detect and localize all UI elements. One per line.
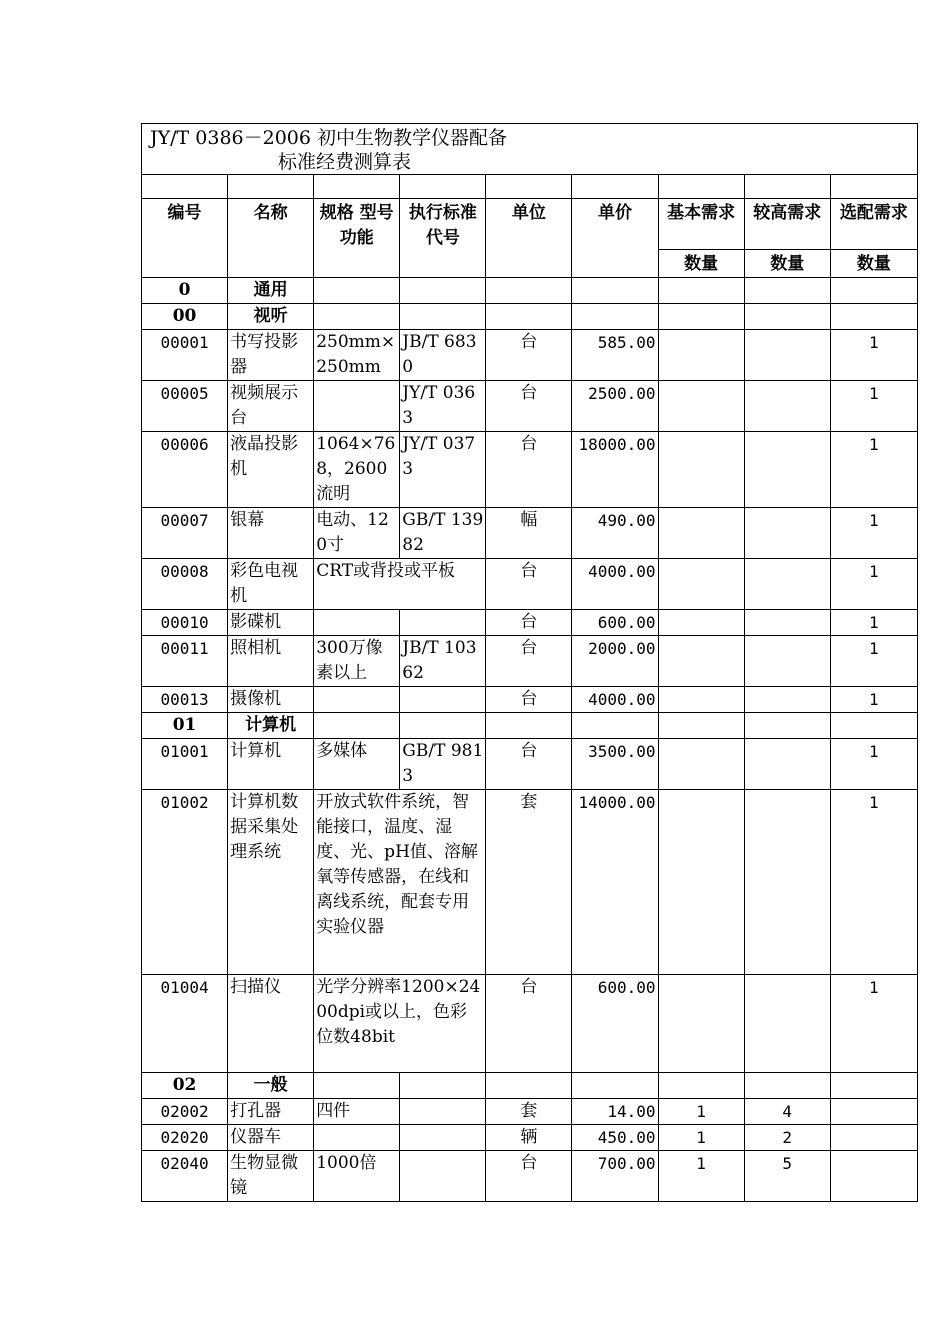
cell-unit: 幅 (486, 508, 572, 559)
section-row (142, 713, 918, 739)
empty-cell (658, 278, 744, 304)
cell-higher-qty: 2 (744, 1125, 830, 1151)
cell-spec (314, 1125, 400, 1151)
cell-name: 生物显微镜 (228, 1151, 314, 1202)
cell-higher-qty (744, 790, 830, 975)
header-basic: 基本需求 (658, 199, 744, 250)
cell-standard: GB/T 13982 (400, 508, 486, 559)
section-row (142, 278, 918, 304)
cell-spec: 开放式软件系统，智能接口，温度、湿度、光、pH值、溶解氧等传感器，在线和离线系统，配套专用实验仪器 (314, 790, 486, 975)
table-title (142, 124, 918, 175)
cell-basic-qty (658, 330, 744, 381)
cell-code: 01004 (142, 975, 228, 1073)
cell-unit: 台 (486, 610, 572, 636)
empty-cell (830, 278, 917, 304)
empty-cell (314, 713, 400, 739)
cell-unit: 台 (486, 559, 572, 610)
section-name: 一般 (228, 1073, 314, 1099)
table-row (142, 636, 918, 687)
cell-name: 影碟机 (228, 610, 314, 636)
cell-name: 仪器车 (228, 1125, 314, 1151)
cell-unit: 套 (486, 790, 572, 975)
cell-basic-qty: 1 (658, 1151, 744, 1202)
cell-unit: 辆 (486, 1125, 572, 1151)
cell-standard: JY/T 0373 (400, 432, 486, 508)
cell-unit: 台 (486, 975, 572, 1073)
cell-spec: 多媒体 (314, 739, 400, 790)
cell-code: 01001 (142, 739, 228, 790)
header-qty-optional: 数量 (830, 250, 917, 278)
cell-standard (400, 1151, 486, 1202)
cell-higher-qty (744, 508, 830, 559)
section-row (142, 1073, 918, 1099)
cell-higher-qty (744, 975, 830, 1073)
table-row (142, 739, 918, 790)
section-name: 视听 (228, 304, 314, 330)
cell-standard (400, 610, 486, 636)
cell-unit: 台 (486, 687, 572, 713)
cell-basic-qty: 1 (658, 1125, 744, 1151)
cell-unit: 台 (486, 636, 572, 687)
section-code: 0 (142, 278, 228, 304)
empty-cell (658, 1073, 744, 1099)
cell-optional-qty: 1 (830, 508, 917, 559)
cell-unit: 台 (486, 432, 572, 508)
empty-cell (314, 1073, 400, 1099)
cell-price: 14000.00 (572, 790, 658, 975)
cell-higher-qty (744, 739, 830, 790)
cell-spec (314, 610, 400, 636)
empty-cell (400, 304, 486, 330)
empty-cell (486, 1073, 572, 1099)
empty-cell (400, 278, 486, 304)
cell-optional-qty: 1 (830, 687, 917, 713)
section-code: 01 (142, 713, 228, 739)
cell-spec: 电动、120寸 (314, 508, 400, 559)
cell-higher-qty (744, 432, 830, 508)
cell-code: 00011 (142, 636, 228, 687)
cell-higher-qty: 5 (744, 1151, 830, 1202)
cell-optional-qty: 1 (830, 330, 917, 381)
cell-optional-qty: 1 (830, 559, 917, 610)
cell-code: 02002 (142, 1099, 228, 1125)
empty-cell (830, 713, 917, 739)
cell-optional-qty (830, 1125, 917, 1151)
cell-code: 00010 (142, 610, 228, 636)
table-row (142, 1151, 918, 1202)
cell-basic-qty (658, 610, 744, 636)
cell-name: 银幕 (228, 508, 314, 559)
cell-spec: 1064×768，2600流明 (314, 432, 400, 508)
cell-higher-qty (744, 636, 830, 687)
cell-name: 液晶投影机 (228, 432, 314, 508)
cell-unit: 台 (486, 739, 572, 790)
cell-price: 585.00 (572, 330, 658, 381)
cell-optional-qty (830, 1099, 917, 1125)
cell-basic-qty (658, 739, 744, 790)
cell-optional-qty (830, 1151, 917, 1202)
header-qty-higher: 数量 (744, 250, 830, 278)
empty-cell (744, 1073, 830, 1099)
empty-cell (572, 304, 658, 330)
cell-name: 彩色电视机 (228, 559, 314, 610)
cell-basic-qty (658, 687, 744, 713)
cell-code: 02040 (142, 1151, 228, 1202)
section-row (142, 304, 918, 330)
cell-optional-qty: 1 (830, 636, 917, 687)
cell-name: 书写投影器 (228, 330, 314, 381)
table-row (142, 330, 918, 381)
cell-unit: 套 (486, 1099, 572, 1125)
cell-higher-qty (744, 610, 830, 636)
cell-standard: JY/T 0363 (400, 381, 486, 432)
cell-standard: JB/T 10362 (400, 636, 486, 687)
cell-price: 450.00 (572, 1125, 658, 1151)
cell-code: 01002 (142, 790, 228, 975)
empty-cell (830, 1073, 917, 1099)
cell-price: 4000.00 (572, 687, 658, 713)
cell-unit: 台 (486, 1151, 572, 1202)
cell-code: 00005 (142, 381, 228, 432)
section-name: 通用 (228, 278, 314, 304)
cell-price: 600.00 (572, 610, 658, 636)
cell-name: 照相机 (228, 636, 314, 687)
budget-table (141, 123, 918, 1202)
cell-spec: 四件 (314, 1099, 400, 1125)
cell-name: 打孔器 (228, 1099, 314, 1125)
cell-code: 00006 (142, 432, 228, 508)
cell-price: 600.00 (572, 975, 658, 1073)
empty-cell (486, 278, 572, 304)
empty-cell (744, 304, 830, 330)
table-row (142, 610, 918, 636)
table-row (142, 559, 918, 610)
cell-price: 3500.00 (572, 739, 658, 790)
cell-spec: 光学分辨率1200×2400dpi或以上，色彩位数48bit (314, 975, 486, 1073)
empty-cell (572, 278, 658, 304)
header-qty-basic: 数量 (658, 250, 744, 278)
section-name: 计算机 (228, 713, 314, 739)
cell-basic-qty (658, 508, 744, 559)
empty-cell (314, 278, 400, 304)
cell-price: 14.00 (572, 1099, 658, 1125)
cell-unit: 台 (486, 330, 572, 381)
cell-basic-qty: 1 (658, 1099, 744, 1125)
table-row (142, 790, 918, 975)
cell-higher-qty (744, 687, 830, 713)
cell-higher-qty (744, 381, 830, 432)
empty-cell (400, 713, 486, 739)
cell-name: 摄像机 (228, 687, 314, 713)
header-optional: 选配需求 (830, 199, 917, 250)
title-line-1: JY/T 0386－2006 初中生物教学仪器配备 (150, 127, 508, 149)
empty-cell (572, 713, 658, 739)
cell-higher-qty (744, 330, 830, 381)
cell-basic-qty (658, 559, 744, 610)
cell-optional-qty: 1 (830, 432, 917, 508)
table-row (142, 687, 918, 713)
cell-code: 00001 (142, 330, 228, 381)
empty-cell (486, 304, 572, 330)
cell-price: 2000.00 (572, 636, 658, 687)
header-code: 编号 (142, 199, 228, 278)
cell-standard (400, 1125, 486, 1151)
cell-unit: 台 (486, 381, 572, 432)
cell-basic-qty (658, 432, 744, 508)
cell-higher-qty (744, 559, 830, 610)
table-row (142, 432, 918, 508)
table-row (142, 1099, 918, 1125)
cell-standard (400, 1099, 486, 1125)
empty-cell (658, 713, 744, 739)
empty-cell (572, 1073, 658, 1099)
cell-optional-qty: 1 (830, 381, 917, 432)
cell-spec: 250mm×250mm (314, 330, 400, 381)
cell-standard: GB/T 9813 (400, 739, 486, 790)
cell-optional-qty: 1 (830, 790, 917, 975)
cell-standard (400, 687, 486, 713)
cell-name: 视频展示台 (228, 381, 314, 432)
cell-optional-qty: 1 (830, 739, 917, 790)
cell-name: 计算机 (228, 739, 314, 790)
cell-basic-qty (658, 975, 744, 1073)
empty-cell (744, 278, 830, 304)
cell-basic-qty (658, 636, 744, 687)
table-row (142, 508, 918, 559)
cell-code: 02020 (142, 1125, 228, 1151)
header-standard: 执行标准代号 (400, 199, 486, 278)
header-spec: 规格 型号 功能 (314, 199, 400, 278)
empty-cell (400, 1073, 486, 1099)
empty-cell (744, 713, 830, 739)
cell-standard: JB/T 6830 (400, 330, 486, 381)
section-code: 00 (142, 304, 228, 330)
cell-basic-qty (658, 381, 744, 432)
cell-spec (314, 381, 400, 432)
empty-cell (658, 304, 744, 330)
cell-spec: CRT或背投或平板 (314, 559, 486, 610)
section-code: 02 (142, 1073, 228, 1099)
empty-cell (830, 304, 917, 330)
cell-name: 计算机数据采集处理系统 (228, 790, 314, 975)
cell-code: 00007 (142, 508, 228, 559)
header-unit: 单位 (486, 199, 572, 278)
title-line-2: 标准经费测算表 (278, 151, 412, 173)
cell-code: 00013 (142, 687, 228, 713)
cell-spec: 1000倍 (314, 1151, 400, 1202)
cell-code: 00008 (142, 559, 228, 610)
cell-name: 扫描仪 (228, 975, 314, 1073)
cell-spec (314, 687, 400, 713)
cell-price: 4000.00 (572, 559, 658, 610)
cell-price: 18000.00 (572, 432, 658, 508)
header-name: 名称 (228, 199, 314, 278)
table-row (142, 381, 918, 432)
cell-price: 700.00 (572, 1151, 658, 1202)
cell-optional-qty: 1 (830, 975, 917, 1073)
empty-cell (486, 713, 572, 739)
spacer-row (142, 175, 918, 199)
cell-spec: 300万像素以上 (314, 636, 400, 687)
cell-optional-qty: 1 (830, 610, 917, 636)
header-price: 单价 (572, 199, 658, 278)
cell-price: 490.00 (572, 508, 658, 559)
empty-cell (314, 304, 400, 330)
cell-price: 2500.00 (572, 381, 658, 432)
cell-higher-qty: 4 (744, 1099, 830, 1125)
cell-basic-qty (658, 790, 744, 975)
table-row (142, 1125, 918, 1151)
table-row (142, 975, 918, 1073)
header-higher: 较高需求 (744, 199, 830, 250)
